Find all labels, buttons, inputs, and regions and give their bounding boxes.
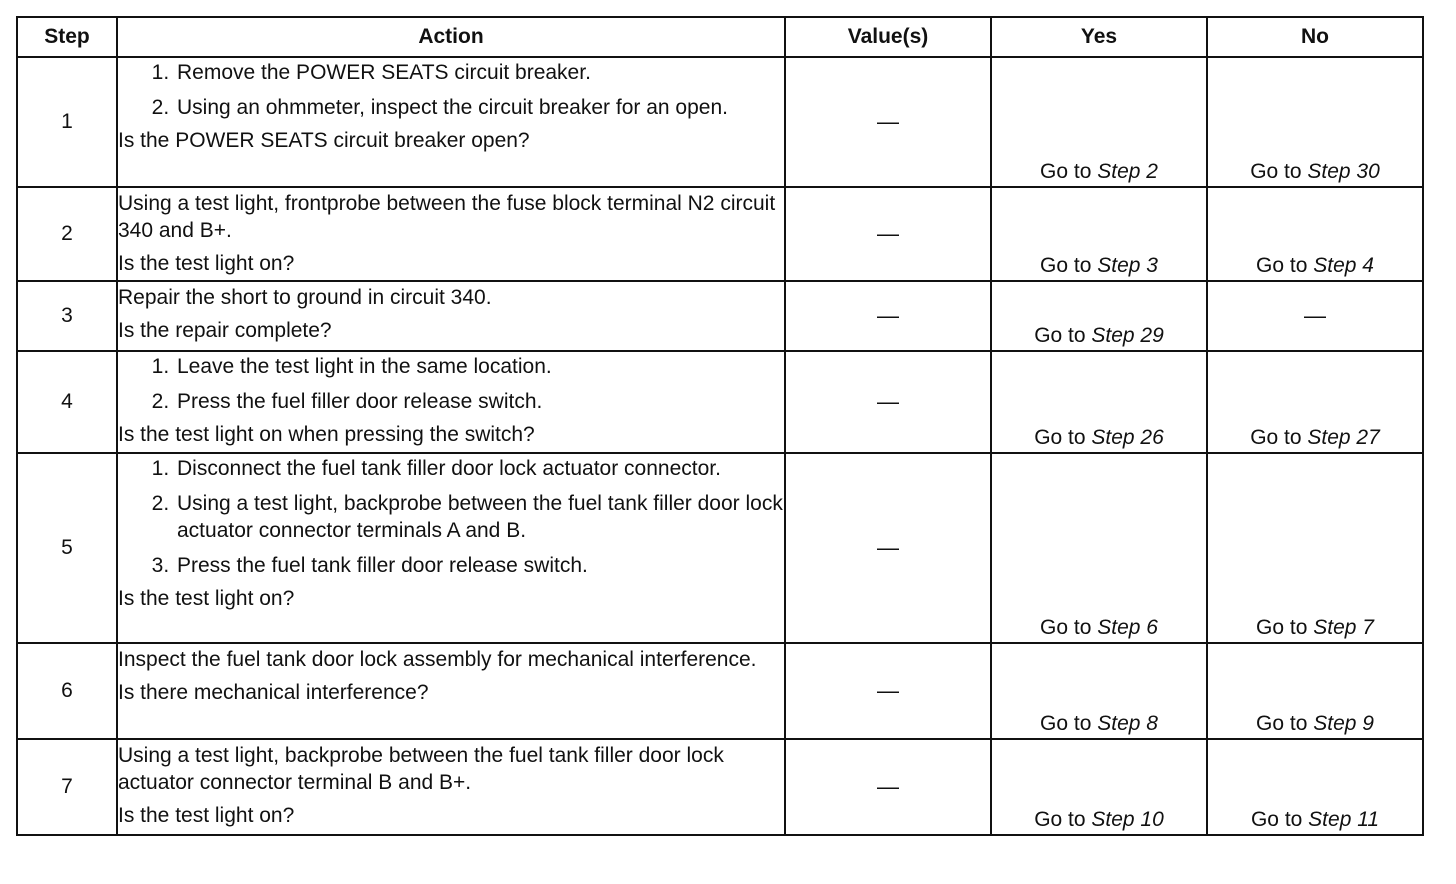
- goto-step: Step 8: [1097, 712, 1158, 736]
- header-row: [17, 17, 1423, 57]
- header-values: Value(s): [785, 17, 991, 57]
- step-number: 6: [17, 643, 117, 739]
- table-row: [17, 739, 1423, 835]
- goto-step: Step 30: [1307, 160, 1380, 184]
- step-number: 5: [17, 453, 117, 643]
- yes-goto: [1040, 712, 1158, 735]
- goto-prefix: Go to: [1040, 616, 1098, 640]
- action-list-item: 1. Remove the POWER SEATS circuit breaker.: [175, 60, 784, 87]
- action-question: Is the test light on?: [118, 251, 295, 275]
- no-goto: [1251, 808, 1379, 831]
- yes-cell: [991, 57, 1207, 187]
- step-number: 7: [17, 739, 117, 835]
- table-row: [17, 453, 1423, 643]
- yes-goto: [1034, 324, 1164, 347]
- goto-prefix: Go to: [1256, 616, 1314, 640]
- action-list: [118, 456, 784, 580]
- value-cell: —: [785, 187, 991, 281]
- goto-prefix: Go to: [1034, 808, 1092, 832]
- table-row: [17, 643, 1423, 739]
- no-goto: [1256, 616, 1374, 639]
- action-cell: [117, 281, 785, 351]
- goto-prefix: Go to: [1250, 426, 1308, 450]
- action-list-item: 1. Leave the test light in the same location.: [175, 354, 784, 381]
- action-cell: [117, 57, 785, 187]
- goto-step: Step 7: [1313, 616, 1374, 640]
- action-list-item: 3. Press the fuel tank filler door release switch.: [175, 553, 784, 580]
- no-cell: —: [1207, 281, 1423, 351]
- value-cell: —: [785, 351, 991, 453]
- action-cell: [117, 739, 785, 835]
- goto-step: Step 4: [1313, 254, 1374, 278]
- action-text: Inspect the fuel tank door lock assembly for mechanical interference.: [118, 648, 757, 671]
- goto-step: Step 10: [1091, 808, 1164, 832]
- action-question: Is the test light on?: [118, 586, 295, 610]
- action-question: Is there mechanical interference?: [118, 680, 429, 704]
- action-list: [118, 354, 784, 416]
- goto-step: Step 27: [1307, 426, 1380, 450]
- no-goto: [1250, 160, 1380, 183]
- yes-cell: [991, 281, 1207, 351]
- header-action: Action: [117, 17, 785, 57]
- table-row: [17, 187, 1423, 281]
- yes-goto: [1034, 426, 1164, 449]
- yes-goto: [1040, 160, 1158, 183]
- goto-prefix: Go to: [1250, 808, 1309, 832]
- no-goto: [1250, 426, 1380, 449]
- diagnostic-table: [16, 16, 1424, 836]
- yes-goto: [1034, 808, 1164, 831]
- value-cell: —: [785, 453, 991, 643]
- table-row: [17, 281, 1423, 351]
- yes-cell: [991, 453, 1207, 643]
- no-cell: [1207, 57, 1423, 187]
- goto-step: Step 2: [1097, 160, 1158, 184]
- action-list-item: 2. Press the fuel filler door release switch.: [175, 389, 784, 416]
- value-cell: —: [785, 739, 991, 835]
- goto-prefix: Go to: [1034, 324, 1092, 348]
- header-no: No: [1207, 17, 1423, 57]
- yes-goto: [1040, 254, 1158, 277]
- action-cell: [117, 643, 785, 739]
- step-number: 2: [17, 187, 117, 281]
- goto-prefix: Go to: [1256, 712, 1314, 736]
- action-cell: [117, 453, 785, 643]
- step-number: 4: [17, 351, 117, 453]
- step-number: 1: [17, 57, 117, 187]
- action-list-item: 2. Using a test light, backprobe between the fuel tank filler door lock actuator connector terminals A and B.: [175, 491, 784, 545]
- no-cell: [1207, 187, 1423, 281]
- table-row: [17, 351, 1423, 453]
- yes-goto: [1040, 616, 1158, 639]
- action-question: Is the test light on?: [118, 803, 295, 827]
- table-row: [17, 57, 1423, 187]
- action-text: Repair the short to ground in circuit 340.: [118, 286, 492, 309]
- goto-prefix: Go to: [1040, 712, 1098, 736]
- no-cell: [1207, 739, 1423, 835]
- value-cell: —: [785, 643, 991, 739]
- action-text: Using a test light, frontprobe between the fuse block terminal N2 circuit 340 and B+.: [118, 192, 776, 242]
- goto-prefix: Go to: [1256, 254, 1314, 278]
- value-cell: —: [785, 281, 991, 351]
- goto-step: Step 29: [1091, 324, 1164, 348]
- goto-prefix: Go to: [1040, 160, 1098, 184]
- no-cell: [1207, 351, 1423, 453]
- action-text: Using a test light, backprobe between the fuel tank filler door lock actuator connector terminal B and B+.: [118, 744, 724, 794]
- action-list-item: 2. Using an ohmmeter, inspect the circuit breaker for an open.: [175, 95, 784, 122]
- goto-prefix: Go to: [1034, 426, 1092, 450]
- action-question: Is the test light on when pressing the switch?: [118, 422, 535, 446]
- header-yes: Yes: [991, 17, 1207, 57]
- goto-step: Step 9: [1313, 712, 1374, 736]
- action-question: Is the repair complete?: [118, 318, 332, 342]
- action-list: [118, 60, 784, 122]
- goto-step: Step 3: [1097, 254, 1158, 278]
- action-cell: [117, 187, 785, 281]
- no-goto: [1256, 254, 1374, 277]
- header-step: Step: [17, 17, 117, 57]
- step-number: 3: [17, 281, 117, 351]
- yes-cell: [991, 739, 1207, 835]
- no-goto: [1256, 712, 1374, 735]
- value-cell: —: [785, 57, 991, 187]
- goto-step: Step 11: [1308, 808, 1380, 832]
- goto-prefix: Go to: [1250, 160, 1308, 184]
- no-cell: [1207, 453, 1423, 643]
- goto-step: Step 26: [1091, 426, 1164, 450]
- yes-cell: [991, 187, 1207, 281]
- yes-cell: [991, 351, 1207, 453]
- action-question: Is the POWER SEATS circuit breaker open?: [118, 128, 530, 152]
- goto-step: Step 6: [1097, 616, 1158, 640]
- yes-cell: [991, 643, 1207, 739]
- no-cell: [1207, 643, 1423, 739]
- action-cell: [117, 351, 785, 453]
- goto-prefix: Go to: [1040, 254, 1098, 278]
- action-list-item: 1. Disconnect the fuel tank filler door lock actuator connector.: [175, 456, 784, 483]
